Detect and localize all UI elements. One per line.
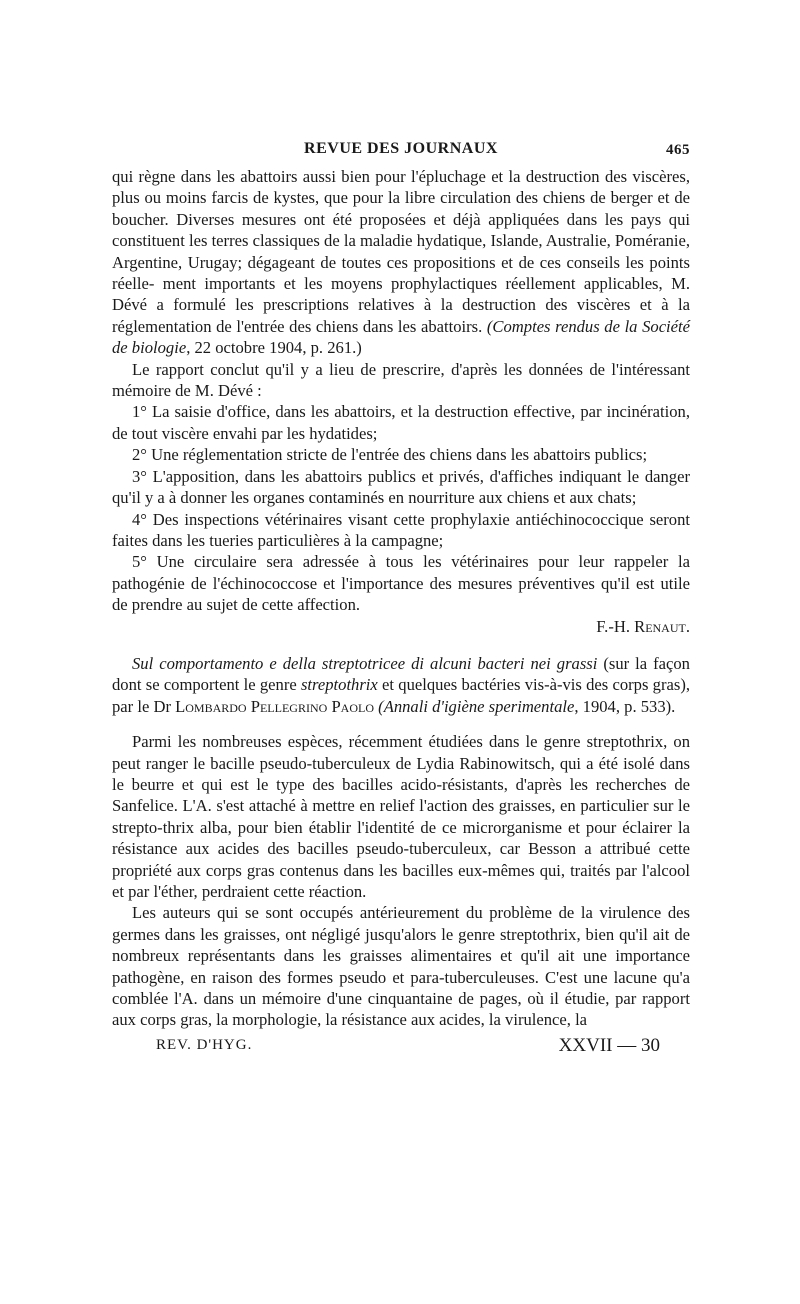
article-heading (112, 653, 690, 717)
article-title-translation-end: et quelques bactéries vis-à-vis des corps gras), par le Dr (112, 675, 690, 716)
list-item: 2° Une réglementation stricte de l'entrée des chiens dans les abattoirs publics; (132, 445, 648, 465)
citation-details: , 22 octobre 1904, p. 261.) (186, 338, 362, 358)
list-item: 4° Des inspections vétérinaires visant cette prophylaxie antiéchinococcique seront faites dans les tueries particulières à la campagne; (112, 509, 690, 550)
running-head (112, 140, 690, 166)
journal-details: , 1904, p. 533). (574, 696, 676, 716)
paragraph-continuation (112, 166, 690, 359)
paragraph: Parmi les nombreuses espèces, récemment étudiées dans le genre streptothrix, on peut ranger le bacille pseudo-tuberculeux de Lydia Rabinowitsch, qui a été isolé dans le beurre et qui est le type des bacilles acido-résistants, d'après les recherches de Sanfelice. L'A. s'est attaché à mettre en relief l'action des graisses, en particulier sur le strepto-thrix alba, pour bien établir l'identité de ce microrganisme et pour éclairer la résistance aux acides des bacilles pseudo-tuberculeux, car Besson a attribué cette propriété aux corps gras contenus dans les bacilles eux-mêmes qui, traités par l'alcool et par l'éther, perdraient cette réaction. (112, 732, 690, 901)
genus-name: streptothrix (300, 675, 378, 695)
footer-volume-signature: XXVII — 30 (558, 1034, 660, 1056)
text-line: ment importants et les moyens prophylactiques réellement applicables, (162, 274, 663, 294)
running-title: REVUE DES JOURNAUX (304, 140, 498, 157)
text-line: et à la réglementation de l'entrée des chiens dans les abattoirs. (112, 295, 690, 336)
journal-page (112, 140, 690, 1059)
page-number: 465 (666, 142, 690, 158)
article-author: Lombardo Pellegrino Paolo (175, 696, 375, 716)
list-item: 1° La saisie d'office, dans les abattoirs, et la destruction effective, par incinération, de tout viscère envahi par les hydatides; (112, 402, 690, 443)
paragraph: Le rapport conclut qu'il y a lieu de prescrire, d'après les données de l'intéressant mémoire de M. Dévé : (112, 359, 690, 401)
text-line: la maladie hydatique, Islande, Australie, Poméranie, Argentine, Urugay; (112, 231, 690, 272)
article-title: Sul comportamento e della streptotricee di alcuni bacteri nei grassi (132, 653, 598, 673)
signature-name: F.-H. Renaut. (596, 616, 690, 636)
journal-name: (Annali d'igiène sperimentale (378, 696, 575, 716)
text-line: dégageant de toutes ces propositions et de ces conseils les points réelle- (112, 252, 690, 294)
article-body (112, 166, 690, 1031)
text-line: et déjà appliquées dans les pays qui constituent les terres classiques de (112, 209, 690, 251)
article-title-translation: (sur la façon dont se comportent le genre (112, 653, 690, 695)
citation-title: (Comptes rendus de la Société de biologie (112, 316, 691, 358)
page-footer (112, 1035, 690, 1059)
text-line: M. Dévé a formulé les prescriptions relatives à la destruction des viscères (112, 274, 690, 315)
text-line: des chiens de berger et de boucher. Diverses mesures ont été proposées (112, 188, 690, 229)
list-item: 3° L'apposition, dans les abattoirs publics et privés, d'affiches indiquant le danger qu'il y a à donner les organes contaminés en nourriture aux chiens et aux chats; (112, 466, 690, 508)
paragraph: Les auteurs qui se sont occupés antérieurement du problème de la virulence des germes dans les graisses, ont négligé jusqu'alors le genre streptothrix, bien qu'il ait de nombreux représentants dans les graisses alimentaires et qu'il ait une importance pathogène, en raison des formes pseudo et para-tuberculeuses. C'est une lacune qu'a comblée l'A. dans un mémoire d'une cinquantaine de pages, où il étudie, par rapport aux corps gras, la morphologie, la résistance aux acides, la virulence, la (112, 903, 690, 1030)
heading-spacer (112, 717, 690, 731)
text-line: des viscères, plus ou moins farcis de kystes, que pour la libre circulation (112, 167, 690, 208)
footer-journal-abbrev: REV. D'HYG. (156, 1036, 253, 1053)
author-signature (112, 616, 690, 637)
list-item: 5° Une circulaire sera adressée à tous les vétérinaires pour leur rappeler la pathogénie de l'échinococcose et l'importance des mesures préventives qu'il est utile de prendre au sujet de cette affection. (112, 552, 690, 615)
section-spacer (112, 637, 690, 653)
text-line: qui règne dans les abattoirs aussi bien pour l'épluchage et la destruction (112, 167, 600, 186)
